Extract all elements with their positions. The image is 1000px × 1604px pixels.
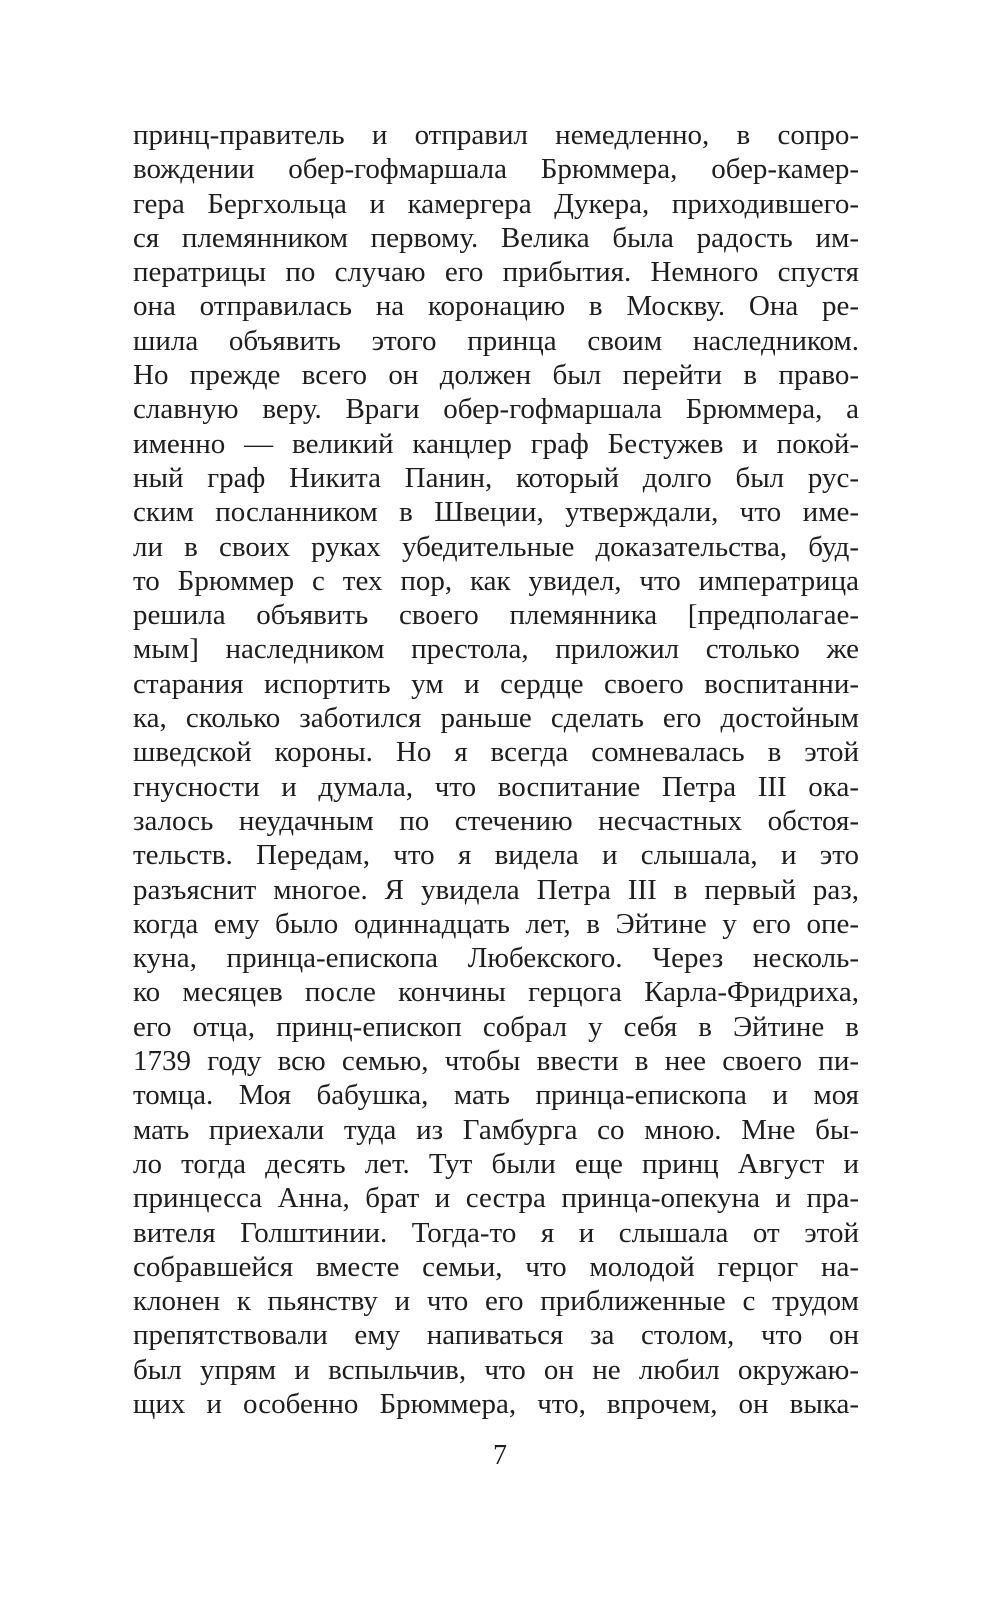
text-line-14: то Брюммер с тех пор, как увидел, что императрица: [133, 564, 859, 597]
text-line-13: ли в своих руках убедительные доказательства, буд-: [133, 530, 859, 563]
text-line-27: его отца, принц-епископ собрал у себя в Эйтине в: [133, 1010, 859, 1043]
text-line-34: собравшейся вместе семьи, что молодой герцог на-: [133, 1250, 859, 1283]
text-line-38: щих и особенно Брюммера, что, впрочем, он выка-: [133, 1387, 859, 1420]
text-line-21: залось неудачным по стечению несчастных обстоя-: [133, 804, 859, 837]
text-line-22: тельств. Передам, что я видела и слышала, и это: [133, 839, 859, 872]
text-line-37: был упрям и вспыльчив, что он не любил окружаю-: [133, 1353, 859, 1386]
text-line-20: гнусности и думала, что воспитание Петра III ока-: [133, 770, 859, 803]
text-line-9: славную веру. Враги обер-гофмаршала Брюммера, а: [133, 393, 859, 426]
text-line-2: вождении обер-гофмаршала Брюммера, обер-камер-: [133, 153, 859, 186]
text-line-32: принцесса Анна, брат и сестра принца-опекуна и пра-: [133, 1182, 859, 1215]
text-line-3: гера Бергхольца и камергера Дукера, приходившего-: [133, 187, 859, 220]
text-line-12: ским посланником в Швеции, утверждали, что име-: [133, 496, 859, 529]
text-line-10: именно — великий канцлер граф Бестужев и покой-: [133, 427, 859, 460]
text-line-29: томца. Моя бабушка, мать принца-епископа и моя: [133, 1079, 859, 1112]
text-line-8: Но прежде всего он должен был перейти в право-: [133, 359, 859, 392]
text-line-11: ный граф Никита Панин, который долго был рус-: [133, 461, 859, 494]
body-text: [133, 118, 859, 1421]
text-line-15: решила объявить своего племянника [предполагае-: [133, 599, 859, 632]
text-line-25: куна, принца-епископа Любекского. Через несколь-: [133, 942, 859, 975]
text-line-30: мать приехали туда из Гамбурга со мною. Мне бы-: [133, 1113, 859, 1146]
text-line-23: разъяснит многое. Я увидела Петра III в первый раз,: [133, 873, 859, 906]
text-line-31: ло тогда десять лет. Тут были еще принц Август и: [133, 1147, 859, 1180]
text-line-24: когда ему было одиннадцать лет, в Эйтине у его опе-: [133, 907, 859, 940]
text-line-19: шведской короны. Но я всегда сомневалась в этой: [133, 736, 859, 769]
text-line-28: 1739 году всю семью, чтобы ввести в нее своего пи-: [133, 1045, 859, 1078]
text-line-26: ко месяцев после кончины герцога Карла-Фридриха,: [133, 976, 859, 1009]
text-line-5: ператрицы по случаю его прибытия. Немного спустя: [133, 256, 859, 289]
text-line-17: старания испортить ум и сердце своего воспитанни-: [133, 667, 859, 700]
text-line-18: ка, сколько заботился раньше сделать его достойным: [133, 702, 859, 735]
text-line-33: вителя Голштинии. Тогда-то я и слышала от этой: [133, 1216, 859, 1249]
text-line-1: принц-правитель и отправил немедленно, в сопро-: [133, 119, 859, 151]
text-line-6: она отправилась на коронацию в Москву. Она ре-: [133, 290, 859, 323]
text-line-7: шила объявить этого принца своим наследником.: [133, 324, 859, 357]
text-line-4: ся племянником первому. Велика была радость им-: [133, 221, 859, 254]
text-line-35: клонен к пьянству и что его приближенные с трудом: [133, 1285, 859, 1318]
text-line-16: мым] наследником престола, приложил столько же: [133, 633, 859, 666]
page-number: 7: [493, 1440, 507, 1471]
text-line-36: препятствовали ему напиваться за столом, что он: [133, 1319, 859, 1352]
